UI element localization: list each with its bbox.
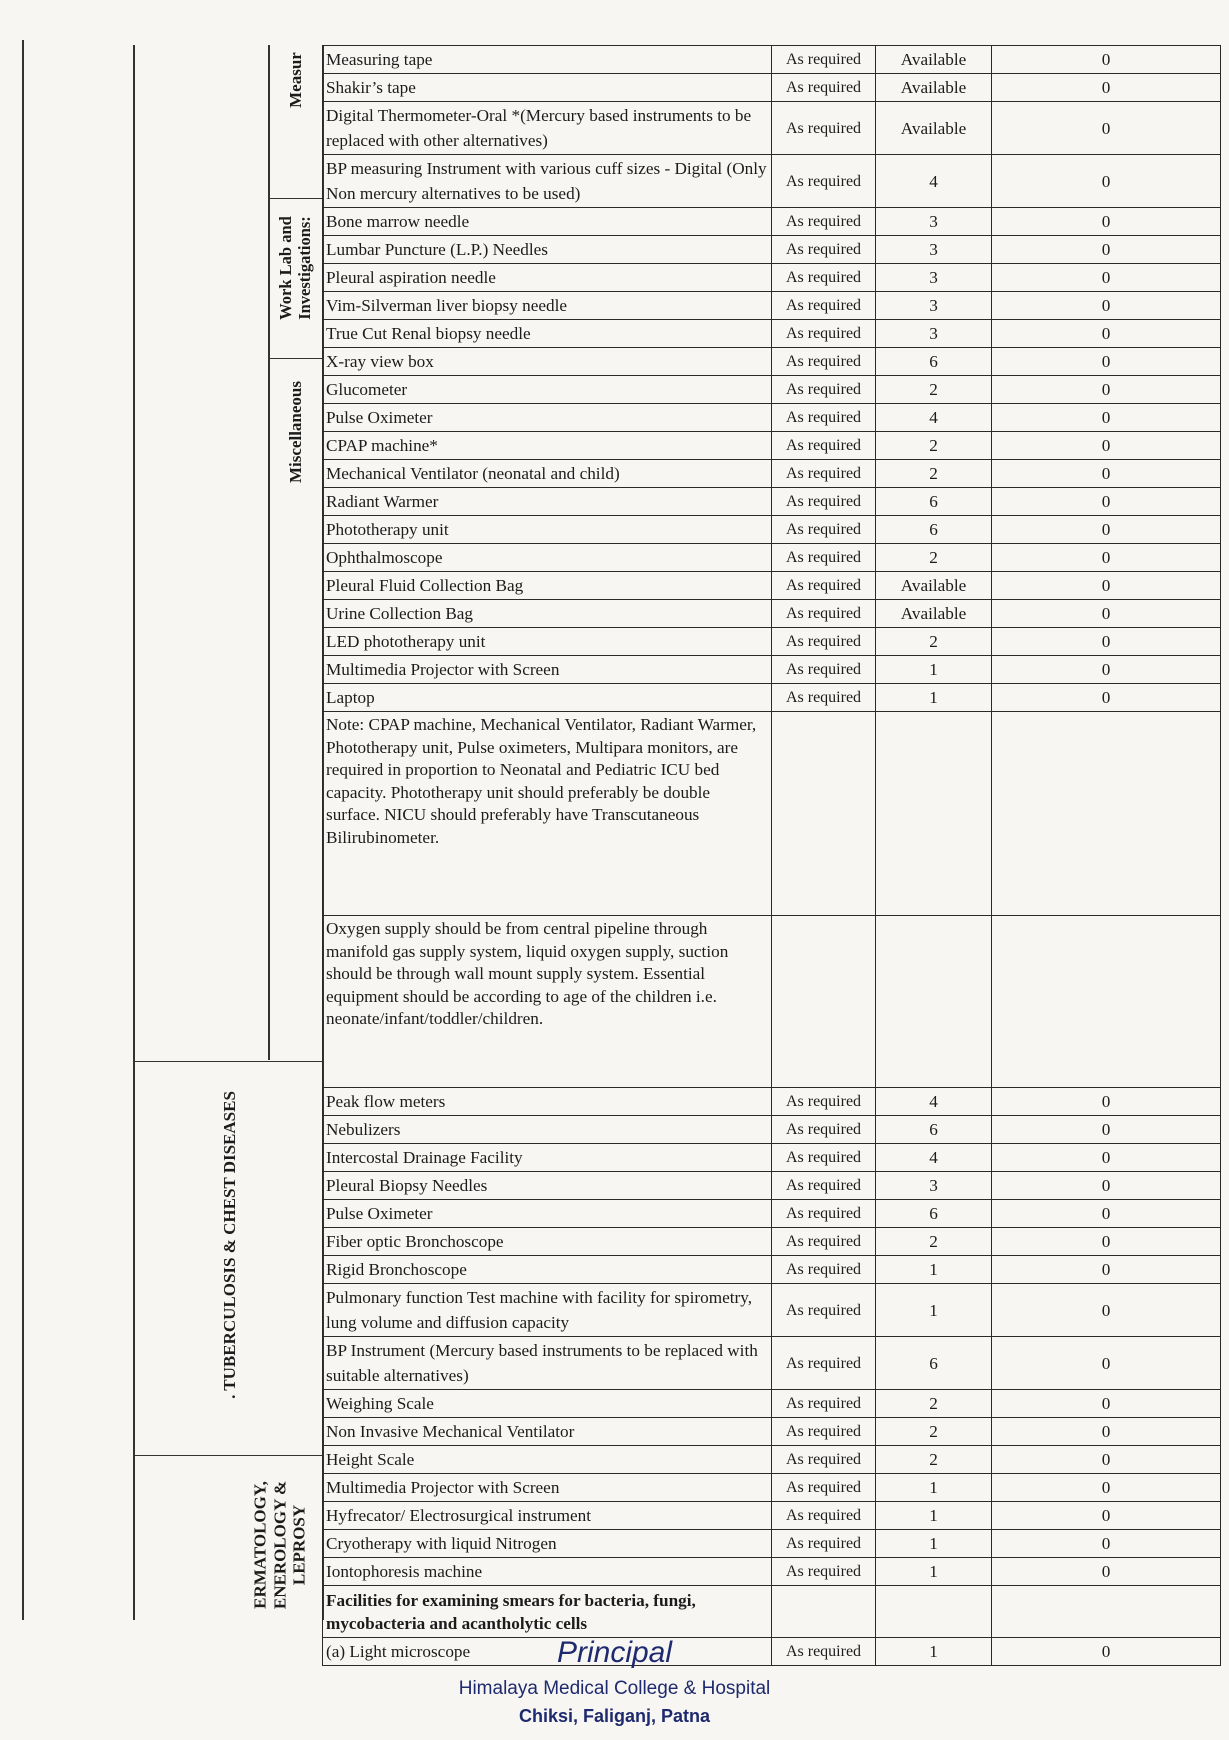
- available-count-cell: 1: [876, 1558, 992, 1586]
- available-count-cell: 2: [876, 1228, 992, 1256]
- empty-cell: [992, 1586, 1221, 1638]
- requirement-cell: As required: [772, 155, 876, 208]
- deficiency-cell: 0: [992, 1418, 1221, 1446]
- deficiency-cell: 0: [992, 236, 1221, 264]
- table-row: [323, 1390, 1221, 1418]
- item-name-cell: Height Scale: [323, 1446, 772, 1474]
- requirement-cell: As required: [772, 1116, 876, 1144]
- available-count-cell: Available: [876, 600, 992, 628]
- item-name-cell: Laptop: [323, 684, 772, 712]
- available-count-cell: 1: [876, 1530, 992, 1558]
- item-name-cell: Nebulizers: [323, 1116, 772, 1144]
- deficiency-cell: 0: [992, 155, 1221, 208]
- item-name-cell: Cryotherapy with liquid Nitrogen: [323, 1530, 772, 1558]
- deficiency-cell: 0: [992, 516, 1221, 544]
- deficiency-cell: 0: [992, 684, 1221, 712]
- item-name-cell: Pleural Fluid Collection Bag: [323, 572, 772, 600]
- requirement-cell: As required: [772, 1088, 876, 1116]
- requirement-cell: As required: [772, 1558, 876, 1586]
- table-row: [323, 516, 1221, 544]
- requirement-cell: As required: [772, 544, 876, 572]
- note-row: [323, 712, 1221, 916]
- deficiency-cell: 0: [992, 1390, 1221, 1418]
- section-divider-worklab: [268, 358, 322, 359]
- requirement-cell: As required: [772, 432, 876, 460]
- deficiency-cell: 0: [992, 208, 1221, 236]
- table-row: [323, 208, 1221, 236]
- item-name-cell: Pulse Oximeter: [323, 1200, 772, 1228]
- deficiency-cell: 0: [992, 1228, 1221, 1256]
- table-row: [323, 1446, 1221, 1474]
- available-count-cell: Available: [876, 46, 992, 74]
- available-count-cell: 2: [876, 1446, 992, 1474]
- section-label-measuring: Measur: [286, 52, 306, 108]
- table-row: [323, 1502, 1221, 1530]
- deficiency-cell: 0: [992, 102, 1221, 155]
- section-label-dermatology: [251, 1481, 310, 1609]
- section-label-derm-line2: ENEROLOGY &: [270, 1480, 290, 1610]
- requirement-cell: As required: [772, 1418, 876, 1446]
- equipment-table: [322, 45, 1221, 1666]
- deficiency-cell: 0: [992, 1116, 1221, 1144]
- requirement-cell: As required: [772, 404, 876, 432]
- requirement-cell: As required: [772, 1446, 876, 1474]
- item-name-cell: Digital Thermometer-Oral *(Mercury based instruments to be replaced with other alternatives): [323, 102, 772, 155]
- item-name-cell: Pleural aspiration needle: [323, 264, 772, 292]
- table-row: [323, 155, 1221, 208]
- section-divider-tb: [133, 1455, 322, 1456]
- requirement-cell: As required: [772, 656, 876, 684]
- item-name-cell: Intercostal Drainage Facility: [323, 1144, 772, 1172]
- item-name-cell: Lumbar Puncture (L.P.) Needles: [323, 236, 772, 264]
- item-name-cell: Shakir’s tape: [323, 74, 772, 102]
- available-count-cell: 1: [876, 656, 992, 684]
- table-row: [323, 320, 1221, 348]
- available-count-cell: 1: [876, 684, 992, 712]
- item-name-cell: Measuring tape: [323, 46, 772, 74]
- available-count-cell: 4: [876, 1088, 992, 1116]
- available-count-cell: 2: [876, 1418, 992, 1446]
- table-row: [323, 1116, 1221, 1144]
- available-count-cell: 2: [876, 376, 992, 404]
- empty-cell: [772, 712, 876, 916]
- empty-cell: [876, 712, 992, 916]
- requirement-cell: As required: [772, 1474, 876, 1502]
- available-count-cell: 4: [876, 155, 992, 208]
- item-name-cell: Non Invasive Mechanical Ventilator: [323, 1418, 772, 1446]
- requirement-cell: As required: [772, 572, 876, 600]
- item-name-cell: Pulse Oximeter: [323, 404, 772, 432]
- requirement-cell: As required: [772, 376, 876, 404]
- empty-cell: [992, 712, 1221, 916]
- available-count-cell: 3: [876, 1172, 992, 1200]
- table-row: [323, 684, 1221, 712]
- deficiency-cell: 0: [992, 1200, 1221, 1228]
- table-row: [323, 628, 1221, 656]
- available-count-cell: 1: [876, 1284, 992, 1337]
- deficiency-cell: 0: [992, 1088, 1221, 1116]
- available-count-cell: Available: [876, 74, 992, 102]
- requirement-cell: As required: [772, 74, 876, 102]
- item-name-cell: True Cut Renal biopsy needle: [323, 320, 772, 348]
- item-name-cell: Urine Collection Bag: [323, 600, 772, 628]
- deficiency-cell: 0: [992, 1638, 1221, 1666]
- deficiency-cell: 0: [992, 572, 1221, 600]
- table-row: [323, 1558, 1221, 1586]
- empty-cell: [876, 916, 992, 1088]
- table-row: [323, 74, 1221, 102]
- deficiency-cell: 0: [992, 488, 1221, 516]
- section-label-work-lab-line1: Work Lab and: [276, 216, 296, 320]
- available-count-cell: 2: [876, 432, 992, 460]
- deficiency-cell: 0: [992, 1446, 1221, 1474]
- table-row: [323, 1474, 1221, 1502]
- available-count-cell: 2: [876, 1390, 992, 1418]
- table-row: [323, 376, 1221, 404]
- table-row: [323, 348, 1221, 376]
- item-name-cell: BP Instrument (Mercury based instruments to be replaced with suitable alternatives): [323, 1337, 772, 1390]
- signature: Principal: [556, 1636, 673, 1669]
- item-name-cell: Ophthalmoscope: [323, 544, 772, 572]
- available-count-cell: 2: [876, 460, 992, 488]
- available-count-cell: 3: [876, 208, 992, 236]
- available-count-cell: 4: [876, 404, 992, 432]
- table-row: [323, 1172, 1221, 1200]
- deficiency-cell: 0: [992, 46, 1221, 74]
- deficiency-cell: 0: [992, 404, 1221, 432]
- item-name-cell: Bone marrow needle: [323, 208, 772, 236]
- empty-cell: [876, 1586, 992, 1638]
- item-name-cell: Fiber optic Bronchoscope: [323, 1228, 772, 1256]
- table-row: [323, 1228, 1221, 1256]
- deficiency-cell: 0: [992, 264, 1221, 292]
- available-count-cell: 4: [876, 1144, 992, 1172]
- requirement-cell: As required: [772, 320, 876, 348]
- available-count-cell: 6: [876, 348, 992, 376]
- table-row: [323, 460, 1221, 488]
- item-name-cell: Phototherapy unit: [323, 516, 772, 544]
- table-row: [323, 544, 1221, 572]
- requirement-cell: As required: [772, 488, 876, 516]
- deficiency-cell: 0: [992, 1284, 1221, 1337]
- equipment-table-body: [323, 46, 1221, 1666]
- requirement-cell: As required: [772, 102, 876, 155]
- item-name-cell: (a) Light microscope: [323, 1638, 772, 1666]
- item-name-cell: Radiant Warmer: [323, 488, 772, 516]
- item-name-cell: Weighing Scale: [323, 1390, 772, 1418]
- deficiency-cell: 0: [992, 460, 1221, 488]
- deficiency-cell: 0: [992, 292, 1221, 320]
- column-line-1: [133, 45, 135, 1620]
- item-name-cell: Mechanical Ventilator (neonatal and child): [323, 460, 772, 488]
- requirement-cell: As required: [772, 600, 876, 628]
- requirement-cell: As required: [772, 1638, 876, 1666]
- available-count-cell: 1: [876, 1474, 992, 1502]
- deficiency-cell: 0: [992, 1558, 1221, 1586]
- table-row: [323, 572, 1221, 600]
- item-name-cell: Hyfrecator/ Electrosurgical instrument: [323, 1502, 772, 1530]
- deficiency-cell: 0: [992, 544, 1221, 572]
- requirement-cell: As required: [772, 684, 876, 712]
- section-divider-paediatrics: [133, 1061, 322, 1062]
- table-row: [323, 1418, 1221, 1446]
- item-name-cell: Peak flow meters: [323, 1088, 772, 1116]
- table-row: [323, 1144, 1221, 1172]
- table-row: [323, 264, 1221, 292]
- table-row: [323, 236, 1221, 264]
- available-count-cell: 6: [876, 488, 992, 516]
- table-row: [323, 292, 1221, 320]
- table-row: [323, 404, 1221, 432]
- deficiency-cell: 0: [992, 1144, 1221, 1172]
- deficiency-cell: 0: [992, 1530, 1221, 1558]
- available-count-cell: 2: [876, 544, 992, 572]
- note-row: [323, 916, 1221, 1088]
- requirement-cell: As required: [772, 348, 876, 376]
- item-name-cell: Multimedia Projector with Screen: [323, 656, 772, 684]
- item-name-cell: Rigid Bronchoscope: [323, 1256, 772, 1284]
- available-count-cell: 6: [876, 516, 992, 544]
- section-label-work-lab-line2: Investigations:: [295, 216, 314, 320]
- available-count-cell: Available: [876, 572, 992, 600]
- deficiency-cell: 0: [992, 600, 1221, 628]
- table-row: [323, 488, 1221, 516]
- requirement-cell: As required: [772, 1200, 876, 1228]
- empty-cell: [772, 916, 876, 1088]
- item-name-cell: CPAP machine*: [323, 432, 772, 460]
- available-count-cell: 3: [876, 320, 992, 348]
- empty-cell: [992, 916, 1221, 1088]
- table-row: [323, 600, 1221, 628]
- table-row: [323, 102, 1221, 155]
- section-divider-measuring: [268, 198, 322, 199]
- section-label-derm-line3: LEPROSY: [289, 1504, 309, 1586]
- requirement-cell: As required: [772, 1256, 876, 1284]
- requirement-cell: As required: [772, 628, 876, 656]
- deficiency-cell: 0: [992, 1172, 1221, 1200]
- smear-facilities-heading: Facilities for examining smears for bacteria, fungi, mycobacteria and acantholytic cells: [323, 1586, 772, 1638]
- available-count-cell: 6: [876, 1337, 992, 1390]
- deficiency-cell: 0: [992, 1337, 1221, 1390]
- available-count-cell: 3: [876, 264, 992, 292]
- section-label-derm-line1: ERMATOLOGY,: [250, 1481, 270, 1609]
- item-name-cell: Pleural Biopsy Needles: [323, 1172, 772, 1200]
- outer-left-line: [22, 40, 24, 1620]
- available-count-cell: 2: [876, 628, 992, 656]
- requirement-cell: As required: [772, 1284, 876, 1337]
- item-name-cell: Pulmonary function Test machine with facility for spirometry, lung volume and diffusion capacity: [323, 1284, 772, 1337]
- available-count-cell: 1: [876, 1638, 992, 1666]
- available-count-cell: 6: [876, 1116, 992, 1144]
- requirement-cell: As required: [772, 46, 876, 74]
- deficiency-cell: 0: [992, 348, 1221, 376]
- deficiency-cell: 0: [992, 656, 1221, 684]
- item-name-cell: Iontophoresis machine: [323, 1558, 772, 1586]
- available-count-cell: 6: [876, 1200, 992, 1228]
- college-address: Chiksi, Faliganj, Patna: [518, 1706, 711, 1726]
- empty-cell: [772, 1586, 876, 1638]
- available-count-cell: 1: [876, 1256, 992, 1284]
- available-count-cell: 1: [876, 1502, 992, 1530]
- table-row: [323, 46, 1221, 74]
- item-name-cell: Vim-Silverman liver biopsy needle: [323, 292, 772, 320]
- requirement-cell: As required: [772, 460, 876, 488]
- requirement-cell: As required: [772, 1502, 876, 1530]
- item-name-cell: BP measuring Instrument with various cuff sizes - Digital (Only Non mercury alternatives to be used): [323, 155, 772, 208]
- table-row: [323, 1256, 1221, 1284]
- item-name-cell: Multimedia Projector with Screen: [323, 1474, 772, 1502]
- requirement-cell: As required: [772, 264, 876, 292]
- requirement-cell: As required: [772, 1172, 876, 1200]
- requirement-cell: As required: [772, 1390, 876, 1418]
- requirement-cell: As required: [772, 1144, 876, 1172]
- section-label-work-lab: [277, 216, 315, 320]
- section-label-miscellaneous: Miscellaneous: [286, 381, 306, 483]
- table-row: [323, 1088, 1221, 1116]
- table-row: [323, 1284, 1221, 1337]
- deficiency-cell: 0: [992, 1502, 1221, 1530]
- table-row: [323, 1530, 1221, 1558]
- requirement-cell: As required: [772, 236, 876, 264]
- requirement-cell: As required: [772, 208, 876, 236]
- requirement-cell: As required: [772, 1530, 876, 1558]
- available-count-cell: Available: [876, 102, 992, 155]
- note-oxygen-supply: Oxygen supply should be from central pipeline through manifold gas supply system, liquid oxygen supply, suction should be through wall mount supply system. Essential equipment should be according to age of the children i.e. neonate/infant/toddler/children.: [323, 916, 772, 1088]
- note-icu-equipment: Note: CPAP machine, Mechanical Ventilator, Radiant Warmer, Phototherapy unit, Pulse oximeters, Multipara monitors, are required in proportion to Neonatal and Pediatric ICU bed capacity. Phototherapy unit should preferably be double surface. NICU should preferably have Transcutaneous Bilirubinometer.: [323, 712, 772, 916]
- deficiency-cell: 0: [992, 320, 1221, 348]
- college-name: Himalaya Medical College & Hospital: [458, 1678, 771, 1699]
- table-row: [323, 1200, 1221, 1228]
- table-row: [323, 1337, 1221, 1390]
- deficiency-cell: 0: [992, 628, 1221, 656]
- requirement-cell: As required: [772, 292, 876, 320]
- table-row: [323, 656, 1221, 684]
- item-name-cell: Glucometer: [323, 376, 772, 404]
- item-name-cell: LED phototherapy unit: [323, 628, 772, 656]
- deficiency-cell: 0: [992, 1474, 1221, 1502]
- table-row: [323, 1586, 1221, 1638]
- requirement-cell: As required: [772, 516, 876, 544]
- deficiency-cell: 0: [992, 432, 1221, 460]
- table-row: [323, 432, 1221, 460]
- available-count-cell: 3: [876, 292, 992, 320]
- item-name-cell: X-ray view box: [323, 348, 772, 376]
- requirement-cell: As required: [772, 1228, 876, 1256]
- available-count-cell: 3: [876, 236, 992, 264]
- requirement-cell: As required: [772, 1337, 876, 1390]
- deficiency-cell: 0: [992, 376, 1221, 404]
- deficiency-cell: 0: [992, 1256, 1221, 1284]
- deficiency-cell: 0: [992, 74, 1221, 102]
- section-label-tuberculosis: . TUBERCULOSIS & CHEST DISEASES: [220, 1091, 240, 1399]
